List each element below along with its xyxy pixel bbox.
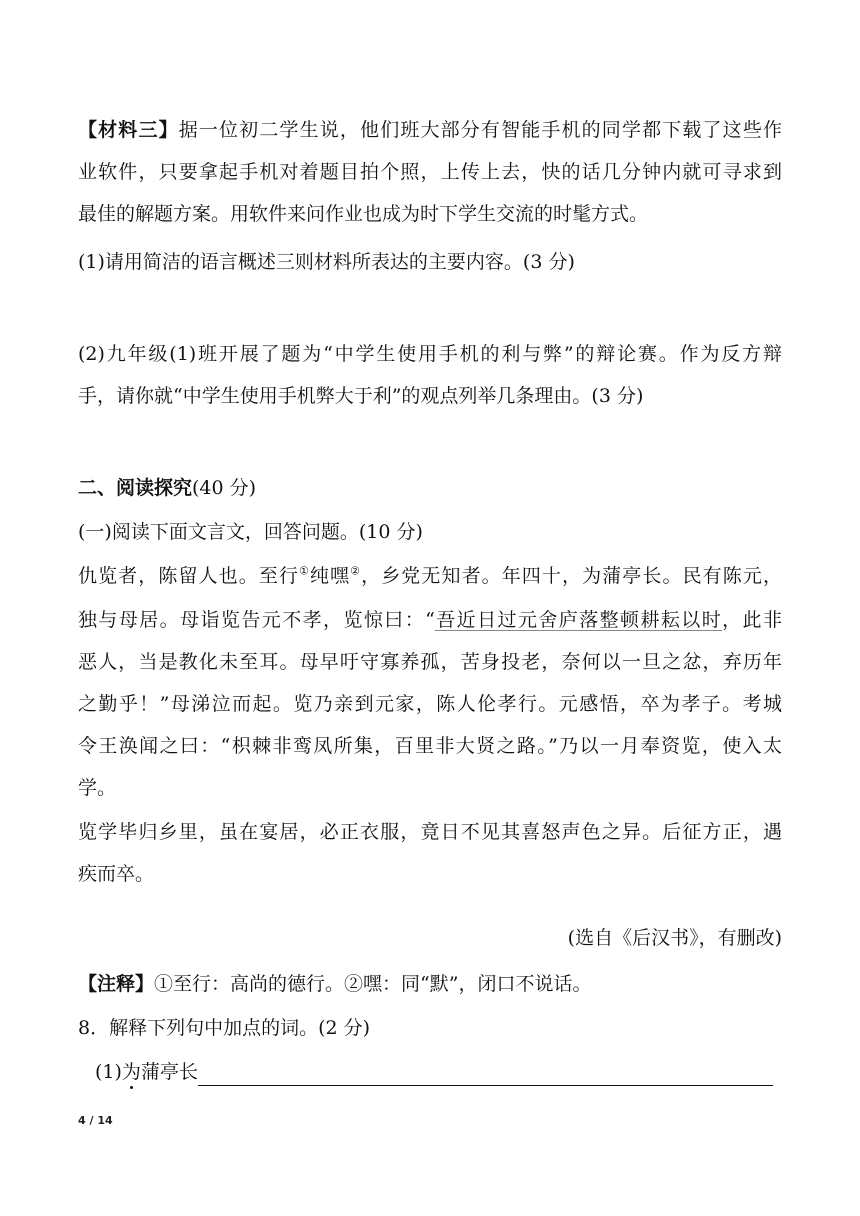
question-8: 8．解释下列句中加点的词。(2 分): [78, 1017, 371, 1039]
passage-line-2: [78, 606, 782, 634]
annotation-text: ①至行：高尚的德行。②嘿：同“默”，闭口不说话。: [154, 973, 592, 995]
question-8-item-1: [95, 1058, 782, 1086]
section-2-heading: [78, 474, 782, 502]
annotation-tag: 【注释】: [78, 973, 155, 995]
passage-text: 纯嘿: [309, 565, 351, 587]
item-phrase: 蒲亭长: [140, 1061, 198, 1083]
material3-text-1: 据一位初二学生说，他们班大部分有智能手机的同学都下载了这些作: [178, 119, 782, 141]
passage-line-5: 令王涣闻之曰：“枳棘非鸾凤所集，百里非大贤之路。”乃以一月奉资览，使入太: [78, 735, 782, 757]
dotted-word: 为: [121, 1061, 141, 1083]
item-number: (1): [95, 1061, 122, 1083]
note-marker-1: ①: [299, 564, 310, 578]
note-marker-2: ②: [350, 564, 362, 578]
material3-line-3: 最佳的解题方案。用软件来问作业也成为时下学生交流的时髦方式。: [78, 203, 649, 225]
annotation: [78, 970, 782, 998]
section-2-title: 二、阅读探究: [78, 477, 193, 499]
passage-text: ，乡党无知者。年四十，为蒲亭长。民有陈元，: [361, 565, 782, 587]
source-citation: (选自《后汉书》，有删改): [567, 927, 782, 949]
material3-tag: 【材料三】: [78, 119, 179, 141]
passage-text: 仇览者，陈留人也。至行: [78, 565, 300, 587]
passage-line-1: [78, 562, 782, 590]
answer-blank[interactable]: [198, 1063, 773, 1086]
passage-line-3: 恶人，当是教化未至耳。母早吁守寡养孤，苦身投老，奈何以一旦之忿，弃历年: [78, 651, 782, 673]
part-1-instruction: (一)阅读下面文言文，回答问题。(10 分): [78, 521, 423, 543]
page-number: 4 / 14: [78, 1114, 113, 1127]
question-2-line-2: 手，请你就“中学生使用手机弊大于利”的观点列举几条理由。(3 分): [78, 385, 644, 407]
passage-line-7: 览学毕归乡里，虽在宴居，必正衣服，竟日不见其喜怒声色之异。后征方正，遇: [78, 821, 782, 843]
question-1: (1)请用简洁的语言概述三则材料所表达的主要内容。(3 分): [78, 251, 575, 273]
question-2-line-1: (2)九年级(1)班开展了题为“中学生使用手机的利与弊”的辩论赛。作为反方辩: [78, 343, 782, 365]
material3-line-2: 业软件，只要拿起手机对着题目拍个照，上传上去，快的话几分钟内就可寻求到: [78, 161, 782, 183]
passage-line-4: 之勤乎！”母涕泣而起。览乃亲到元家，陈人伦孝行。元感悟，卒为孝子。考城: [78, 693, 782, 715]
passage-line-6: 学。: [78, 777, 117, 799]
passage-text: ，此非: [722, 609, 782, 631]
material3-line-1: [78, 116, 782, 144]
passage-line-8: 疾而卒。: [78, 863, 155, 885]
passage-text: 独与母居。母诣览告元不孝，览惊曰：“: [78, 609, 435, 631]
section-2-points: (40 分): [192, 477, 257, 499]
underlined-sentence: 吾近日过元舍庐落整顿耕耘以时: [434, 609, 723, 631]
